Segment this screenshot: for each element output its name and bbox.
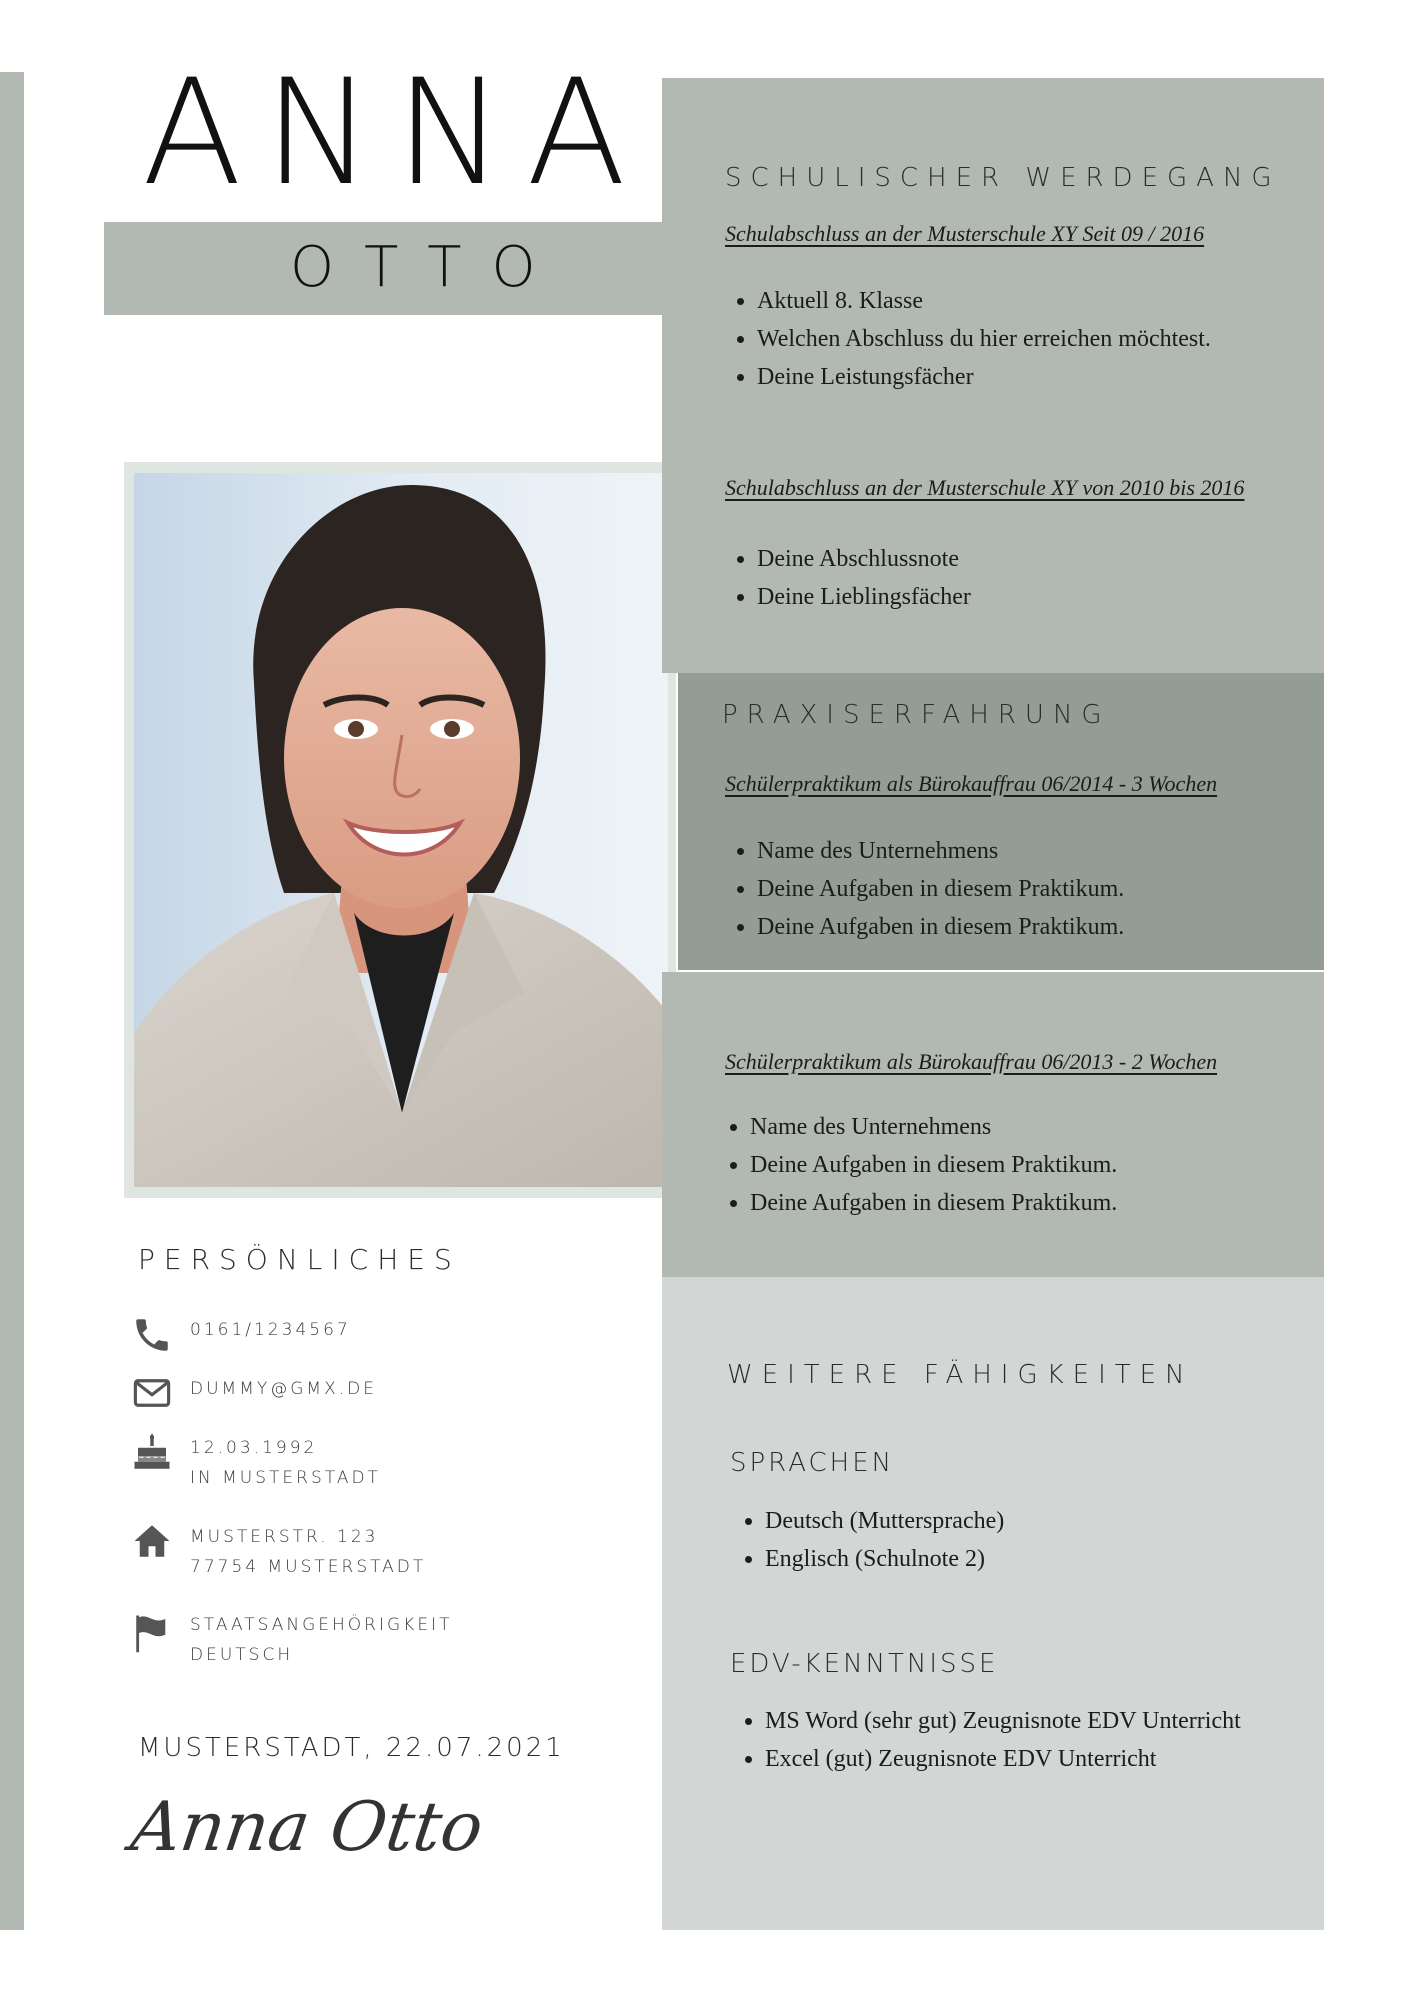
schooling-entry-2-list (757, 540, 971, 616)
street-address: MUSTERSTR. 123 (190, 1527, 379, 1547)
birth-date: 12.03.1992 (190, 1438, 318, 1458)
schooling-title: SCHULISCHER WERDEGANG (725, 163, 1281, 193)
city-address: 77754 MUSTERSTADT (190, 1557, 427, 1577)
list-item: • Excel (gut) Zeugnisnote EDV Unterricht (765, 1740, 1241, 1778)
experience-entry-1-heading: Schülerpraktikum als Bürokauffrau 06/2014 - 3 Wochen (725, 771, 1218, 796)
birth-place: IN MUSTERSTADT (190, 1468, 381, 1488)
list-item: • Aktuell 8. Klasse (757, 282, 1211, 320)
schooling-entry-1-heading: Schulabschluss an der Musterschule XY Seit 09 / 2016 (725, 221, 1205, 246)
list-item: • Deine Aufgaben in diesem Praktikum. (757, 870, 1124, 908)
list-item: • Deine Abschlussnote (757, 540, 971, 578)
list-item: • Deine Aufgaben in diesem Praktikum. (757, 908, 1124, 946)
experience-entry-1-list (757, 832, 1124, 946)
list-item: • MS Word (sehr gut) Zeugnisnote EDV Unterricht (765, 1702, 1241, 1740)
flag-icon (131, 1612, 173, 1654)
signature: Anna Otto (126, 1788, 488, 1867)
phone-icon (131, 1314, 173, 1356)
list-item: • Englisch (Schulnote 2) (765, 1540, 1004, 1578)
schooling-entry-2-heading: Schulabschluss an der Musterschule XY von 2010 bis 2016 (725, 475, 1245, 500)
list-item: • Deine Aufgaben in diesem Praktikum. (750, 1146, 1117, 1184)
list-item: • Name des Unternehmens (757, 832, 1124, 870)
skills-title: WEITERE FÄHIGKEITEN (727, 1360, 1194, 1390)
experience-entry-2-heading: Schülerpraktikum als Bürokauffrau 06/2013 - 2 Wochen (725, 1049, 1218, 1074)
experience-title: PRAXISERFAHRUNG (722, 700, 1111, 730)
nationality-label: STAATSANGEHÖRIGKEIT (190, 1615, 453, 1635)
list-item: • Deine Lieblingsfächer (757, 578, 971, 616)
list-item: • Name des Unternehmens (750, 1108, 1117, 1146)
mail-icon (131, 1372, 173, 1414)
list-item: • Deutsch (Muttersprache) (765, 1502, 1004, 1540)
portrait-illustration (134, 473, 668, 1187)
phone-number: 0161/1234567 (190, 1320, 351, 1340)
it-skills-title: EDV-KENNTNISSE (730, 1649, 999, 1679)
languages-title: SPRACHEN (730, 1448, 895, 1478)
experience-entry-2-list (750, 1108, 1117, 1222)
cake-icon (131, 1432, 173, 1474)
languages-list (765, 1502, 1004, 1578)
personal-title: PERSÖNLICHES (138, 1243, 461, 1276)
list-item: • Welchen Abschluss du hier erreichen möchtest. (757, 320, 1211, 358)
nationality-value: DEUTSCH (190, 1645, 294, 1665)
email-address: DUMMY@GMX.DE (190, 1379, 377, 1399)
left-accent-bar (0, 72, 24, 1930)
list-item: • Deine Aufgaben in diesem Praktikum. (750, 1184, 1117, 1222)
first-name: ANNA (142, 48, 649, 218)
schooling-entry-1-list (757, 282, 1211, 396)
house-icon (131, 1520, 173, 1562)
place-and-date: MUSTERSTADT, 22.07.2021 (138, 1733, 565, 1763)
profile-photo (134, 473, 668, 1187)
list-item: • Deine Leistungsfächer (757, 358, 1211, 396)
last-name: OTTO (290, 235, 566, 300)
it-skills-list (765, 1702, 1241, 1778)
